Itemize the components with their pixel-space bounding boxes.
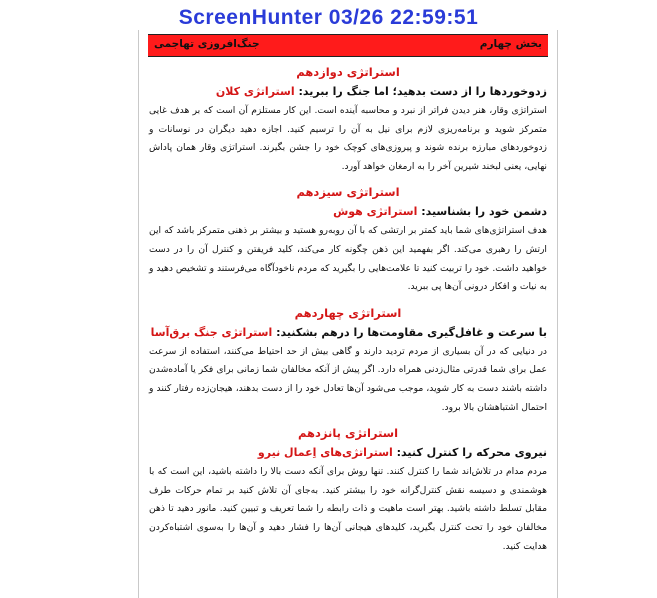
strategy-subtitle bbox=[149, 84, 547, 100]
strategy-section bbox=[149, 64, 547, 176]
strategy-subtitle bbox=[149, 325, 547, 341]
strategy-paragraph: در دنیایی که در آن بسیاری از مردم تردید دارند و گاهی بیش از حد احتیاط می‌کنند، استفاده از سرعت عمل برای شما قدرتی مثال‌زدنی همراه دارد. اگر پیش از آنکه مخالفان شما زمانی برای فکر یا آماده‌شدن داشته باشند دست به کار شوید، موجب می‌شود آن‌ها تعادل خود را از دست بدهند، هیجان‌زده رفتار کنند و احتمال اشتباهشان بالا برود. bbox=[149, 345, 547, 413]
subtitle-highlight: استراتژی کلان bbox=[215, 85, 295, 98]
subtitle-text: دشمن خود را بشناسید: bbox=[421, 205, 547, 219]
strategy-section bbox=[149, 305, 547, 417]
subtitle-highlight: استراتژی هوش bbox=[333, 205, 418, 219]
strategy-paragraph: استراتژی وقار، هنر دیدن فراتر از نبرد و محاسبه آینده است. این کار مستلزم آن است که بر هدف غایی متمرکز شوید و برنامه‌ریزی لازم برای نیل به آن را ترسیم کنید. اجازه دهید دیگران در نوسانات و زدوخوردهای مبارزه برنده شوند و پیروزی‌های کوچک خود را جشن بگیرند. استراتژی وقار همان پاداش نهایی، یعنی لبخند شیرین آخر را به ارمغان خواهد آورد. bbox=[149, 105, 547, 172]
strategy-subtitle bbox=[149, 204, 547, 220]
strategy-paragraph: هدف استراتژی‌های شما باید کمتر بر ارتشی که با آن روبه‌رو هستید و بیشتر بر ذهنی متمرکز باشد که این ارتش را رهبری می‌کند. اگر بفهمید این ذهن چگونه کار می‌کند، کلید فریفتن و کنترل آن را در دست خواهید داشت. خود را تربیت کنید تا علامت‌هایی را بگیرید که مردم ناخودآگاه می‌فرستند و تشخیص دهید و به نیات و افکار درونی آن‌ها پی ببرید. bbox=[149, 225, 547, 293]
strategy-title: استراتژی سیزدهم bbox=[296, 185, 400, 200]
subtitle-text: زدوخوردها را از دست بدهید؛ اما جنگ را ببرید: bbox=[298, 85, 547, 98]
subtitle-highlight: استراتژی‌های اِعمال نیرو bbox=[257, 446, 393, 460]
strategy-section bbox=[149, 425, 547, 556]
chapter-title-label: جنگ‌افروزی تهاجمی bbox=[154, 38, 260, 50]
subtitle-text: نیروی محرکه را کنترل کنید: bbox=[396, 446, 547, 460]
strategy-title: استراتژی چهاردهم bbox=[294, 305, 402, 320]
strategy-subtitle bbox=[149, 445, 547, 461]
strategy-title: استراتژی دوازدهم bbox=[296, 65, 400, 79]
document-page bbox=[138, 30, 558, 598]
chapter-part-label: بخش چهارم bbox=[479, 38, 542, 50]
strategy-title: استراتژی پانزدهم bbox=[297, 426, 399, 441]
strategy-paragraph: مردم مدام در تلاش‌اند شما را کنترل کنند. تنها روش برای آنکه دست بالا را داشته باشید، این است که با هوشمندی و دسیسه نقش کنترل‌گرانه خود را بیشتر کنید. به‌جای آن تلاش کنید بر تمام حرکات طرف مقابل تسلط داشته باشید. بهتر است ماهیت و ذات رابطه را شما تعریف و تبیین کنید. مانور دهید تا ذهن مخالفان خود را تحت کنترل بگیرید، کلیدهای هیجانی آن‌ها را فشار دهید و آن‌ها را به‌سوی اشتباه‌کردن هدایت کنید. bbox=[149, 466, 547, 552]
subtitle-text: با سرعت و غافل‌گیری مقاومت‌ها را درهم بشکنید: bbox=[276, 325, 547, 339]
chapter-header-bar bbox=[148, 34, 548, 57]
screenhunter-watermark: ScreenHunter 03/26 22:59:51 bbox=[178, 6, 479, 29]
document-body bbox=[149, 64, 547, 564]
subtitle-highlight: استراتژی جنگ برق‌آسا bbox=[150, 325, 273, 339]
strategy-section bbox=[149, 184, 547, 296]
